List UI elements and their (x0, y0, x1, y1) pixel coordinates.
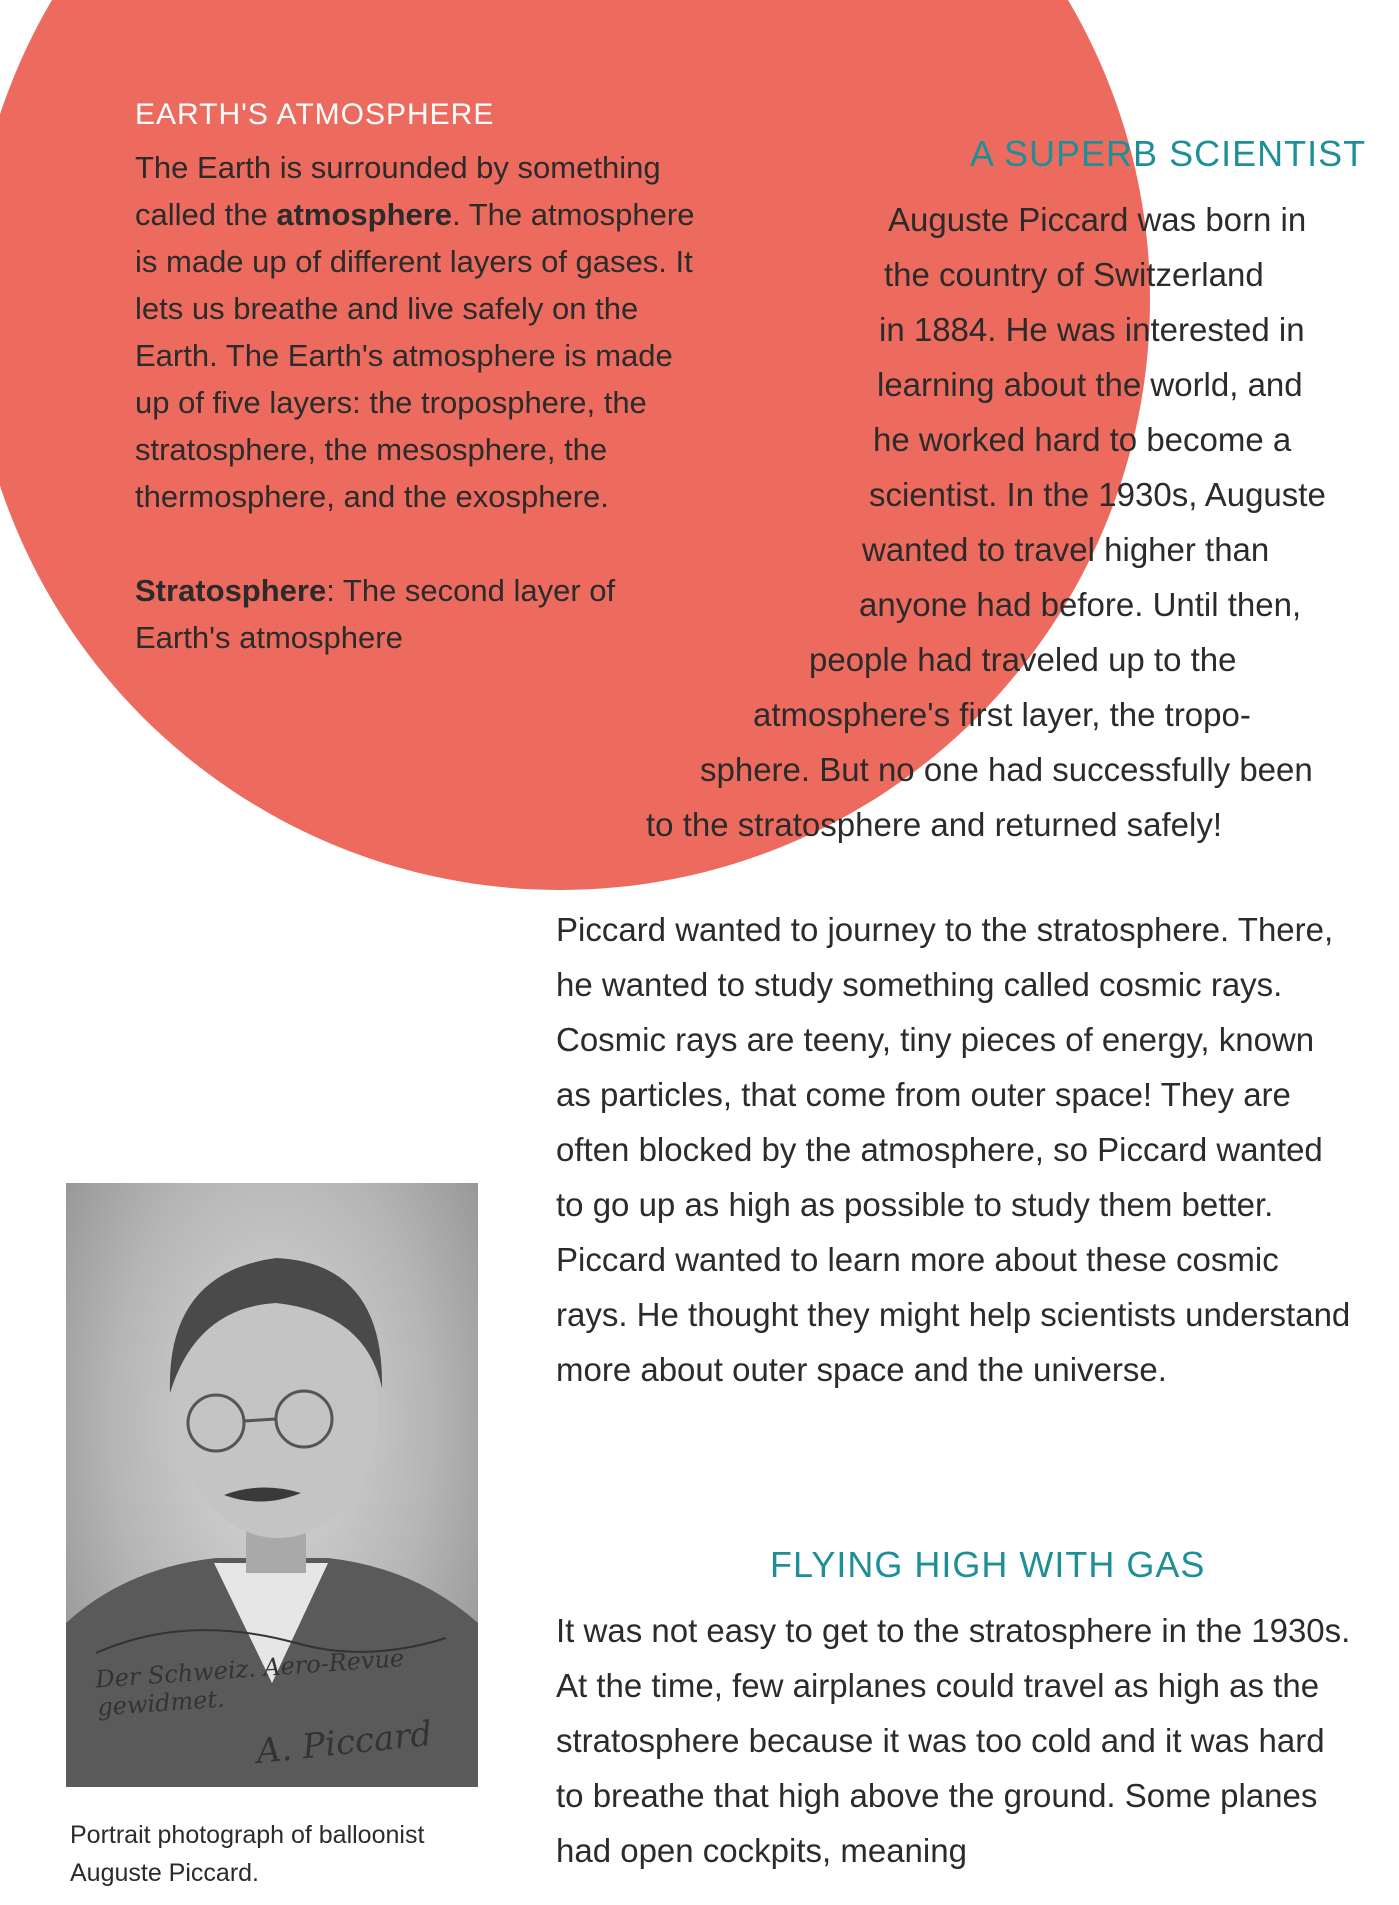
term-stratosphere: Stratosphere (135, 573, 327, 608)
flying-paragraph: It was not easy to get to the stratosphere in the 1930s. At the time, few airplanes could travel as high as the stratosphere because it was too cold and it was hard to breathe that high above the ground. Some planes had open cockpits, meaning (556, 1612, 1351, 1869)
scientist-line: in 1884. He was interested in (879, 311, 1305, 348)
photo-inscription: Der Schweiz. Aero-Revue gewidmet. (94, 1644, 405, 1722)
scientist-line: learning about the world, and (877, 366, 1303, 403)
flying-heading: FLYING HIGH WITH GAS (770, 1544, 1206, 1585)
scientist-line: atmosphere's first layer, the tropo- (753, 696, 1251, 733)
sidebar-intro: The Earth is surrounded by something called the atmosphere. The atmosphere is made up of different layers of gases. It lets us breathe and live safely on the Earth. The Earth's atmosphere is made up of five layers: the troposphere, the stratosphere, the mesosphere, the thermosphere, and the exosphere. (135, 150, 695, 514)
scientist-line: he worked hard to become a (873, 421, 1292, 458)
scientist-heading: A SUPERB SCIENTIST (970, 133, 1367, 174)
scientist-line: the country of Switzerland (884, 256, 1264, 293)
photo-signature: A. Piccard (254, 1713, 434, 1773)
atmosphere-sidebar (135, 98, 715, 661)
sidebar-title: EARTH'S ATMOSPHERE (135, 98, 495, 131)
cosmic-rays-paragraph: Piccard wanted to journey to the stratosphere. There, he wanted to study something called cosmic rays. Cosmic rays are teeny, tiny pieces of energy, known as particles, that come from outer space! They are often blocked by the atmosphere, so Piccard wanted to go up as high as possible to study them better. Piccard wanted to learn more about these cosmic rays. He thought they might help scientists understand more about outer space and the universe. (556, 911, 1351, 1388)
scientist-line: scientist. In the 1930s, Auguste (869, 476, 1326, 513)
scientist-line: sphere. But no one had successfully been (700, 751, 1313, 788)
photo-caption: Portrait photograph of balloonist Auguste Piccard. (70, 1821, 425, 1887)
scientist-line: to the stratosphere and returned safely! (646, 806, 1223, 843)
sidebar-definition: Stratosphere: The second layer of Earth's atmosphere (135, 573, 616, 655)
scientist-line: Auguste Piccard was born in (888, 201, 1307, 238)
piccard-portrait (66, 1183, 478, 1787)
scientist-line: people had traveled up to the (809, 641, 1237, 678)
scientist-line: anyone had before. Until then, (859, 586, 1302, 623)
term-atmosphere: atmosphere (276, 197, 453, 232)
scientist-line: wanted to travel higher than (862, 531, 1270, 568)
